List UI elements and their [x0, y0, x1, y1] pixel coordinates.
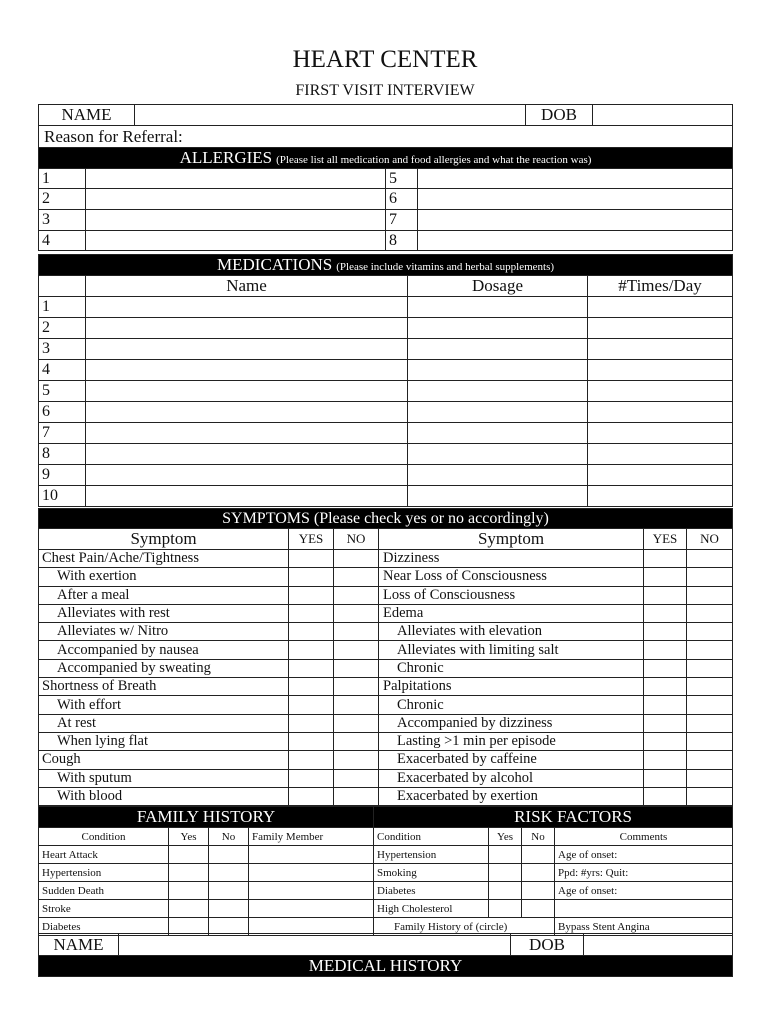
allergy-number: 8: [386, 231, 418, 251]
symptom-yes-checkbox[interactable]: [644, 550, 687, 568]
symptom-row: [39, 714, 733, 732]
footer-dob-label: DOB: [511, 934, 584, 956]
symptom-label: Palpitations: [379, 678, 644, 696]
symptom-no-checkbox[interactable]: [687, 623, 733, 641]
allergy-number: 4: [39, 231, 86, 251]
allergy-entry[interactable]: [86, 231, 386, 251]
allergies-note: (Please list all medication and food allergies and what the reaction was): [276, 154, 592, 166]
yes-col-right: YES: [644, 529, 687, 550]
med-col-name: Name: [86, 276, 408, 297]
symptom-yes-checkbox[interactable]: [289, 641, 334, 659]
allergy-row: [39, 210, 733, 231]
symptom-label: Alleviates with limiting salt: [379, 641, 644, 659]
symptom-row: [39, 623, 733, 641]
med-col-times: #Times/Day: [588, 276, 733, 297]
fh-col-member: Family Member: [249, 828, 374, 846]
medication-dosage-cell[interactable]: [408, 402, 588, 423]
allergy-number: 1: [39, 169, 86, 189]
medication-times-cell[interactable]: [588, 402, 733, 423]
medication-row: [39, 360, 733, 381]
symptom-yes-checkbox[interactable]: [644, 678, 687, 696]
symptom-yes-checkbox[interactable]: [289, 568, 334, 586]
fh-no-cell[interactable]: [209, 882, 249, 900]
medication-name-cell[interactable]: [86, 339, 408, 360]
fh-condition: Heart Attack: [39, 846, 169, 864]
rf-no-cell[interactable]: [522, 900, 555, 918]
fh-yes-cell[interactable]: [169, 900, 209, 918]
medication-name-cell[interactable]: [86, 318, 408, 339]
medication-times-cell[interactable]: [588, 486, 733, 507]
symptom-no-checkbox[interactable]: [334, 751, 379, 769]
footer-name-label: NAME: [39, 934, 119, 956]
medication-name-cell[interactable]: [86, 297, 408, 318]
symptom-yes-checkbox[interactable]: [289, 678, 334, 696]
symptom-no-checkbox[interactable]: [687, 641, 733, 659]
symptom-label: With exertion: [39, 568, 289, 586]
medication-dosage-cell[interactable]: [408, 381, 588, 402]
family-circle-label: Family History of (circle): [374, 918, 555, 936]
allergy-entry[interactable]: [418, 169, 733, 189]
rf-comment[interactable]: Age of onset:: [555, 846, 733, 864]
allergy-entry[interactable]: [86, 169, 386, 189]
symptom-label: Accompanied by dizziness: [379, 714, 644, 732]
medication-number: 1: [39, 297, 86, 318]
symptom-yes-checkbox[interactable]: [644, 623, 687, 641]
medication-row: [39, 297, 733, 318]
no-col-left: NO: [334, 529, 379, 550]
medication-dosage-cell[interactable]: [408, 360, 588, 381]
medication-times-cell[interactable]: [588, 423, 733, 444]
reason-for-referral[interactable]: [39, 126, 733, 148]
symptom-no-checkbox[interactable]: [687, 696, 733, 714]
fh-yes-cell[interactable]: [169, 846, 209, 864]
medication-row: [39, 444, 733, 465]
symptom-label: Alleviates w/ Nitro: [39, 623, 289, 641]
allergy-entry[interactable]: [418, 210, 733, 231]
rf-no-cell[interactable]: [522, 864, 555, 882]
fh-col-condition: Condition: [39, 828, 169, 846]
page-title: HEART CENTER: [292, 46, 478, 73]
rf-yes-cell[interactable]: [489, 882, 522, 900]
allergy-number: 5: [386, 169, 418, 189]
medication-number: 3: [39, 339, 86, 360]
symptom-label: After a meal: [39, 586, 289, 604]
family-risk-table: [38, 806, 733, 936]
symptom-no-checkbox[interactable]: [687, 604, 733, 622]
allergy-entry[interactable]: [418, 189, 733, 210]
symptom-no-checkbox[interactable]: [334, 623, 379, 641]
rf-condition: Diabetes: [374, 882, 489, 900]
medication-times-cell[interactable]: [588, 297, 733, 318]
symptom-label: Accompanied by nausea: [39, 641, 289, 659]
symptom-no-checkbox[interactable]: [334, 568, 379, 586]
medication-dosage-cell[interactable]: [408, 465, 588, 486]
symptom-yes-checkbox[interactable]: [289, 714, 334, 732]
symptom-yes-checkbox[interactable]: [644, 732, 687, 750]
symptom-no-checkbox[interactable]: [334, 641, 379, 659]
symptom-yes-checkbox[interactable]: [289, 623, 334, 641]
symptom-col-right: Symptom: [379, 529, 644, 550]
allergy-row: [39, 169, 733, 189]
allergy-row: [39, 231, 733, 251]
medication-row: [39, 465, 733, 486]
symptom-row: [39, 732, 733, 750]
symptom-no-checkbox[interactable]: [334, 659, 379, 677]
allergy-entry[interactable]: [418, 231, 733, 251]
medication-row: [39, 339, 733, 360]
symptom-no-checkbox[interactable]: [334, 714, 379, 732]
medications-table: [38, 254, 733, 507]
medication-number: 10: [39, 486, 86, 507]
rf-yes-cell[interactable]: [489, 864, 522, 882]
fh-col-no: No: [209, 828, 249, 846]
symptom-no-checkbox[interactable]: [687, 568, 733, 586]
symptom-no-checkbox[interactable]: [687, 769, 733, 787]
symptom-label: When lying flat: [39, 732, 289, 750]
symptom-no-checkbox[interactable]: [687, 732, 733, 750]
symptom-yes-checkbox[interactable]: [644, 568, 687, 586]
symptom-label: Exacerbated by caffeine: [379, 751, 644, 769]
symptom-no-checkbox[interactable]: [334, 732, 379, 750]
page-subtitle: FIRST VISIT INTERVIEW: [295, 82, 475, 99]
fh-condition: Sudden Death: [39, 882, 169, 900]
footer-dob-field[interactable]: [584, 934, 733, 956]
symptoms-header: SYMPTOMS (Please check yes or no accordingly): [39, 509, 733, 529]
symptom-no-checkbox[interactable]: [334, 769, 379, 787]
med-number-header: [39, 276, 86, 297]
allergies-table: [38, 147, 733, 251]
footer-table: [38, 933, 733, 977]
symptom-yes-checkbox[interactable]: [644, 769, 687, 787]
symptom-yes-checkbox[interactable]: [644, 604, 687, 622]
symptom-no-checkbox[interactable]: [687, 787, 733, 805]
name-input[interactable]: [138, 105, 522, 125]
rf-col-no: No: [522, 828, 555, 846]
symptom-yes-checkbox[interactable]: [289, 604, 334, 622]
symptom-row: [39, 769, 733, 787]
medication-dosage-cell[interactable]: [408, 318, 588, 339]
symptom-label: Alleviates with rest: [39, 604, 289, 622]
symptom-label: Cough: [39, 751, 289, 769]
rf-yes-cell[interactable]: [489, 900, 522, 918]
symptom-label: Loss of Consciousness: [379, 586, 644, 604]
medication-times-cell[interactable]: [588, 318, 733, 339]
symptom-no-checkbox[interactable]: [687, 751, 733, 769]
symptom-yes-checkbox[interactable]: [289, 769, 334, 787]
rf-condition: High Cholesterol: [374, 900, 489, 918]
symptom-row: [39, 641, 733, 659]
fh-member-cell[interactable]: [249, 900, 374, 918]
patient-info-table: [38, 104, 733, 148]
medications-heading: MEDICATIONS: [217, 255, 333, 274]
symptom-no-checkbox[interactable]: [334, 696, 379, 714]
medication-number: 5: [39, 381, 86, 402]
symptom-label: Exacerbated by exertion: [379, 787, 644, 805]
allergy-number: 2: [39, 189, 86, 210]
family-risk-row: [39, 882, 733, 900]
symptom-row: [39, 787, 733, 805]
symptom-yes-checkbox[interactable]: [289, 659, 334, 677]
medication-times-cell[interactable]: [588, 339, 733, 360]
symptom-yes-checkbox[interactable]: [644, 641, 687, 659]
medication-row: [39, 402, 733, 423]
medication-dosage-cell[interactable]: [408, 339, 588, 360]
allergy-entry[interactable]: [86, 189, 386, 210]
symptom-label: Chronic: [379, 659, 644, 677]
medication-dosage-cell[interactable]: [408, 486, 588, 507]
medication-times-cell[interactable]: [588, 465, 733, 486]
symptom-yes-checkbox[interactable]: [644, 751, 687, 769]
allergy-entry[interactable]: [86, 210, 386, 231]
footer-dob-input[interactable]: [587, 935, 729, 955]
medication-name-cell[interactable]: [86, 423, 408, 444]
symptom-yes-checkbox[interactable]: [289, 751, 334, 769]
medication-name-cell[interactable]: [86, 486, 408, 507]
symptom-label: Chronic: [379, 696, 644, 714]
rf-comment[interactable]: Ppd: #yrs: Quit:: [555, 864, 733, 882]
medication-times-cell[interactable]: [588, 360, 733, 381]
medication-number: 7: [39, 423, 86, 444]
medication-row: [39, 423, 733, 444]
symptom-no-checkbox[interactable]: [687, 714, 733, 732]
fh-condition: Hypertension: [39, 864, 169, 882]
symptom-label: Accompanied by sweating: [39, 659, 289, 677]
symptom-yes-checkbox[interactable]: [289, 732, 334, 750]
rf-no-cell[interactable]: [522, 882, 555, 900]
fh-no-cell[interactable]: [209, 864, 249, 882]
symptom-yes-checkbox[interactable]: [644, 586, 687, 604]
medication-number: 2: [39, 318, 86, 339]
symptom-no-checkbox[interactable]: [687, 550, 733, 568]
symptom-row: [39, 696, 733, 714]
symptom-label: With effort: [39, 696, 289, 714]
medication-number: 4: [39, 360, 86, 381]
allergies-header: [39, 148, 733, 169]
footer-name-field[interactable]: [119, 934, 511, 956]
symptom-no-checkbox[interactable]: [334, 604, 379, 622]
med-col-dosage: Dosage: [408, 276, 588, 297]
medication-dosage-cell[interactable]: [408, 444, 588, 465]
symptom-label: At rest: [39, 714, 289, 732]
name-label: NAME: [39, 105, 135, 126]
family-risk-row: [39, 900, 733, 918]
medications-header: [39, 255, 733, 276]
symptom-no-checkbox[interactable]: [334, 550, 379, 568]
fh-no-cell[interactable]: [209, 846, 249, 864]
symptom-yes-checkbox[interactable]: [644, 696, 687, 714]
symptom-col-left: Symptom: [39, 529, 289, 550]
medication-name-cell[interactable]: [86, 402, 408, 423]
symptom-yes-checkbox[interactable]: [289, 550, 334, 568]
rf-condition: Hypertension: [374, 846, 489, 864]
symptom-label: Near Loss of Consciousness: [379, 568, 644, 586]
rf-comment[interactable]: Age of onset:: [555, 882, 733, 900]
medical-history-header: MEDICAL HISTORY: [39, 956, 733, 977]
symptom-label: Shortness of Breath: [39, 678, 289, 696]
rf-col-yes: Yes: [489, 828, 522, 846]
fh-member-cell[interactable]: [249, 846, 374, 864]
symptom-yes-checkbox[interactable]: [644, 787, 687, 805]
medication-row: [39, 381, 733, 402]
symptom-yes-checkbox[interactable]: [289, 696, 334, 714]
symptom-yes-checkbox[interactable]: [289, 787, 334, 805]
medication-number: 6: [39, 402, 86, 423]
fh-no-cell[interactable]: [209, 900, 249, 918]
medications-note: (Please include vitamins and herbal supplements): [336, 261, 555, 273]
medication-row: [39, 486, 733, 507]
yes-col-left: YES: [289, 529, 334, 550]
symptom-no-checkbox[interactable]: [687, 586, 733, 604]
symptom-row: [39, 659, 733, 677]
family-risk-row: [39, 864, 733, 882]
symptom-yes-checkbox[interactable]: [644, 659, 687, 677]
rf-yes-cell[interactable]: [489, 846, 522, 864]
medication-number: 9: [39, 465, 86, 486]
symptom-label: Lasting >1 min per episode: [379, 732, 644, 750]
footer-name-input[interactable]: [122, 935, 507, 955]
fh-condition: Stroke: [39, 900, 169, 918]
symptom-label: Dizziness: [379, 550, 644, 568]
symptom-label: With sputum: [39, 769, 289, 787]
symptom-row: [39, 751, 733, 769]
fh-yes-cell[interactable]: [169, 864, 209, 882]
symptom-label: Alleviates with elevation: [379, 623, 644, 641]
rf-no-cell[interactable]: [522, 846, 555, 864]
rf-comment[interactable]: [555, 900, 733, 918]
symptom-yes-checkbox[interactable]: [644, 714, 687, 732]
rf-col-condition: Condition: [374, 828, 489, 846]
fh-member-cell[interactable]: [249, 864, 374, 882]
symptom-yes-checkbox[interactable]: [289, 586, 334, 604]
symptom-row: [39, 550, 733, 568]
allergy-row: [39, 189, 733, 210]
symptom-no-checkbox[interactable]: [334, 586, 379, 604]
symptom-no-checkbox[interactable]: [334, 787, 379, 805]
medication-dosage-cell[interactable]: [408, 297, 588, 318]
medication-name-cell[interactable]: [86, 465, 408, 486]
fh-yes-cell[interactable]: [169, 882, 209, 900]
fh-col-yes: Yes: [169, 828, 209, 846]
allergies-heading: ALLERGIES: [179, 148, 273, 167]
name-field[interactable]: [135, 105, 526, 126]
rf-condition: Smoking: [374, 864, 489, 882]
dob-label: DOB: [526, 105, 593, 126]
medication-row: [39, 318, 733, 339]
symptom-no-checkbox[interactable]: [687, 659, 733, 677]
symptom-row: [39, 586, 733, 604]
symptom-row: [39, 678, 733, 696]
symptom-row: [39, 604, 733, 622]
family-circle-options[interactable]: Bypass Stent Angina: [555, 918, 733, 936]
fh-condition: Diabetes: [39, 918, 169, 936]
symptom-no-checkbox[interactable]: [334, 678, 379, 696]
symptom-label: Edema: [379, 604, 644, 622]
fh-member-cell[interactable]: [249, 882, 374, 900]
symptoms-table: [38, 508, 733, 806]
symptom-no-checkbox[interactable]: [687, 678, 733, 696]
symptom-label: Exacerbated by alcohol: [379, 769, 644, 787]
reason-label: Reason for Referral:: [44, 126, 183, 146]
medication-name-cell[interactable]: [86, 360, 408, 381]
no-col-right: NO: [687, 529, 733, 550]
medication-dosage-cell[interactable]: [408, 423, 588, 444]
allergy-number: 6: [386, 189, 418, 210]
symptom-label: With blood: [39, 787, 289, 805]
family-history-header: FAMILY HISTORY: [39, 807, 374, 828]
dob-input[interactable]: [596, 105, 729, 125]
risk-factors-header: RISK FACTORS: [374, 807, 733, 828]
medication-name-cell[interactable]: [86, 381, 408, 402]
rf-col-comments: Comments: [555, 828, 733, 846]
medication-times-cell[interactable]: [588, 444, 733, 465]
dob-field[interactable]: [593, 105, 733, 126]
symptom-label: Chest Pain/Ache/Tightness: [39, 550, 289, 568]
symptom-row: [39, 568, 733, 586]
medication-name-cell[interactable]: [86, 444, 408, 465]
allergy-number: 3: [39, 210, 86, 231]
medication-times-cell[interactable]: [588, 381, 733, 402]
allergy-number: 7: [386, 210, 418, 231]
medication-number: 8: [39, 444, 86, 465]
family-risk-row: [39, 846, 733, 864]
